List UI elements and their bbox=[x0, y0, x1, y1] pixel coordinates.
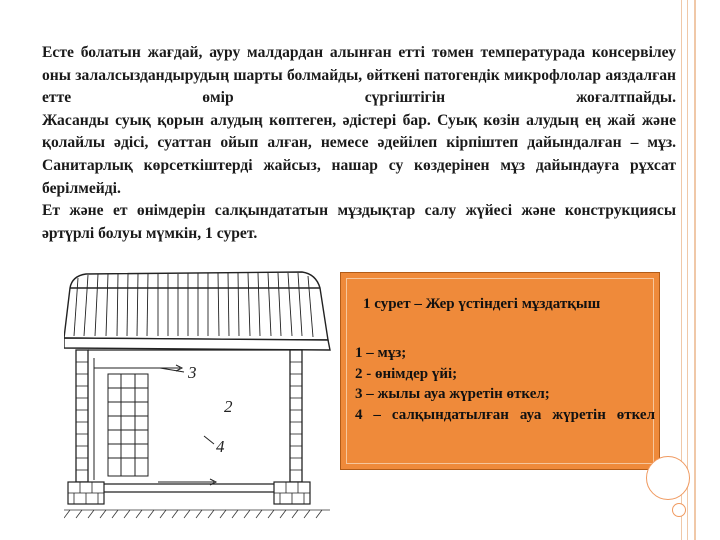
figure-label-4: 4 bbox=[216, 437, 225, 456]
decorative-rule bbox=[681, 0, 682, 540]
ground-hatching bbox=[64, 510, 330, 518]
caption-title: 1 сурет – Жер үстіндегі мұздатқыш bbox=[363, 296, 601, 312]
caption-inner bbox=[346, 278, 654, 464]
figure-label-2: 2 bbox=[224, 397, 233, 416]
callout-leaders bbox=[160, 368, 214, 444]
legend-item: 4 – салқындатылған ауа жүретін өткел bbox=[355, 406, 655, 423]
decorative-circle bbox=[672, 503, 686, 517]
ice-block-stack bbox=[108, 374, 148, 476]
roof bbox=[64, 272, 330, 350]
legend-item: 3 – жылы ауа жүретін өткел; bbox=[355, 386, 550, 402]
caption-legend bbox=[355, 343, 655, 425]
figure-caption-box bbox=[340, 272, 660, 470]
paragraph-2: Жасанды суық қорын алудың көптеген, әдістері бар. Суық көзін алудың ең жай және қолайлы әдісі, суаттан ойып алған, немесе әдейілеп кірпіштеп дайындалған – мұз. Санитарлық көрсеткіштерді жайсыз, нашар су көздерінен мұз дайындауға рұхсат берілмейді. bbox=[42, 111, 676, 197]
air-flow-arrows bbox=[94, 358, 216, 485]
figure-label-3: 3 bbox=[188, 363, 197, 382]
decorative-rule bbox=[694, 0, 696, 540]
foundation bbox=[68, 482, 310, 504]
legend-item: 1 – мұз; bbox=[355, 345, 407, 361]
paragraph-1: Есте болатын жағдай, ауру малдардан алынған етті төмен температурада консервілеу оны залалсыздандырудың шарты болмайды, өйткені патогендік микрофлолар аяздалған етте өмір сүргіштігін жоғалтпайды. bbox=[42, 44, 676, 107]
legend-item: 2 - өнімдер үйі; bbox=[355, 365, 458, 382]
icehouse-drawing bbox=[64, 270, 334, 532]
body-text bbox=[42, 42, 676, 245]
paragraph-3: Ет және ет өнімдерін салқындататын мұздықтар салу жүйесі және конструкциясы әртүрлі болуы мүмкін, 1 сурет. bbox=[42, 202, 676, 242]
decorative-circle bbox=[646, 456, 690, 500]
decorative-rule bbox=[687, 0, 688, 540]
